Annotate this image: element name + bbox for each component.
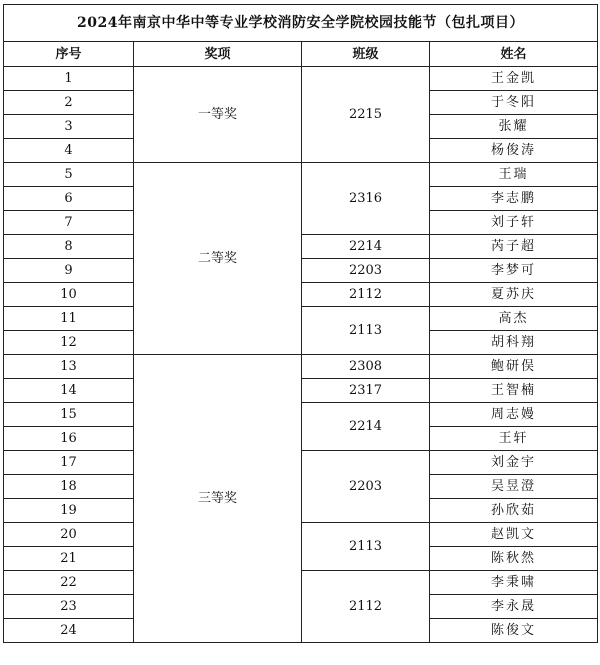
class-cell: 2215 — [302, 67, 430, 163]
class-cell: 2308 — [302, 355, 430, 379]
row-name: 吴昱澄 — [430, 475, 598, 499]
table-row — [4, 379, 598, 403]
row-name: 李梦可 — [430, 259, 598, 283]
award-cell-third: 三等奖 — [134, 355, 302, 643]
row-name: 李志鹏 — [430, 187, 598, 211]
table-row — [4, 403, 598, 427]
table-row — [4, 163, 598, 187]
row-index: 16 — [4, 427, 134, 451]
row-index: 19 — [4, 499, 134, 523]
class-cell: 2203 — [302, 451, 430, 523]
row-index: 21 — [4, 547, 134, 571]
row-name: 夏苏庆 — [430, 283, 598, 307]
row-index: 12 — [4, 331, 134, 355]
row-name: 王瑞 — [430, 163, 598, 187]
class-cell: 2112 — [302, 283, 430, 307]
table-title: 2024年南京中华中等专业学校消防安全学院校园技能节（包扎项目） — [4, 5, 598, 42]
award-cell-first: 一等奖 — [134, 67, 302, 163]
class-cell: 2214 — [302, 235, 430, 259]
table-row — [4, 283, 598, 307]
row-index: 1 — [4, 67, 134, 91]
row-index: 5 — [4, 163, 134, 187]
row-index: 4 — [4, 139, 134, 163]
row-index: 7 — [4, 211, 134, 235]
row-index: 8 — [4, 235, 134, 259]
class-cell: 2316 — [302, 163, 430, 235]
row-index: 10 — [4, 283, 134, 307]
table-row — [4, 235, 598, 259]
row-index: 6 — [4, 187, 134, 211]
header-class: 班级 — [302, 42, 430, 67]
row-index: 3 — [4, 115, 134, 139]
row-name: 李秉啸 — [430, 571, 598, 595]
row-name: 赵凯文 — [430, 523, 598, 547]
table-row — [4, 67, 598, 91]
class-cell: 2113 — [302, 523, 430, 571]
row-name: 周志嫚 — [430, 403, 598, 427]
row-name: 芮子超 — [430, 235, 598, 259]
row-index: 13 — [4, 355, 134, 379]
award-cell-second: 二等奖 — [134, 163, 302, 355]
table-row — [4, 307, 598, 331]
header-index: 序号 — [4, 42, 134, 67]
header-name: 姓名 — [430, 42, 598, 67]
row-index: 17 — [4, 451, 134, 475]
class-cell: 2317 — [302, 379, 430, 403]
table-row — [4, 571, 598, 595]
row-name: 刘金宇 — [430, 451, 598, 475]
row-name: 孙欣茹 — [430, 499, 598, 523]
class-cell: 2203 — [302, 259, 430, 283]
class-cell: 2112 — [302, 571, 430, 643]
row-index: 22 — [4, 571, 134, 595]
row-name: 杨俊涛 — [430, 139, 598, 163]
row-name: 高杰 — [430, 307, 598, 331]
row-name: 陈俊文 — [430, 619, 598, 643]
table-row — [4, 259, 598, 283]
row-name: 于冬阳 — [430, 91, 598, 115]
row-name: 王智楠 — [430, 379, 598, 403]
header-row — [4, 42, 598, 67]
table-row — [4, 523, 598, 547]
title-row — [4, 5, 598, 42]
row-index: 20 — [4, 523, 134, 547]
row-name: 李永晟 — [430, 595, 598, 619]
row-index: 23 — [4, 595, 134, 619]
row-name: 胡科翔 — [430, 331, 598, 355]
row-index: 2 — [4, 91, 134, 115]
row-name: 陈秋然 — [430, 547, 598, 571]
row-index: 15 — [4, 403, 134, 427]
row-name: 张耀 — [430, 115, 598, 139]
row-index: 18 — [4, 475, 134, 499]
table-row — [4, 451, 598, 475]
table-row — [4, 355, 598, 379]
row-name: 王金凯 — [430, 67, 598, 91]
row-index: 24 — [4, 619, 134, 643]
header-award: 奖项 — [134, 42, 302, 67]
row-index: 9 — [4, 259, 134, 283]
class-cell: 2113 — [302, 307, 430, 355]
row-name: 王轩 — [430, 427, 598, 451]
row-name: 刘子轩 — [430, 211, 598, 235]
row-name: 鲍研俣 — [430, 355, 598, 379]
row-index: 11 — [4, 307, 134, 331]
award-table — [3, 4, 598, 643]
row-index: 14 — [4, 379, 134, 403]
class-cell: 2214 — [302, 403, 430, 451]
